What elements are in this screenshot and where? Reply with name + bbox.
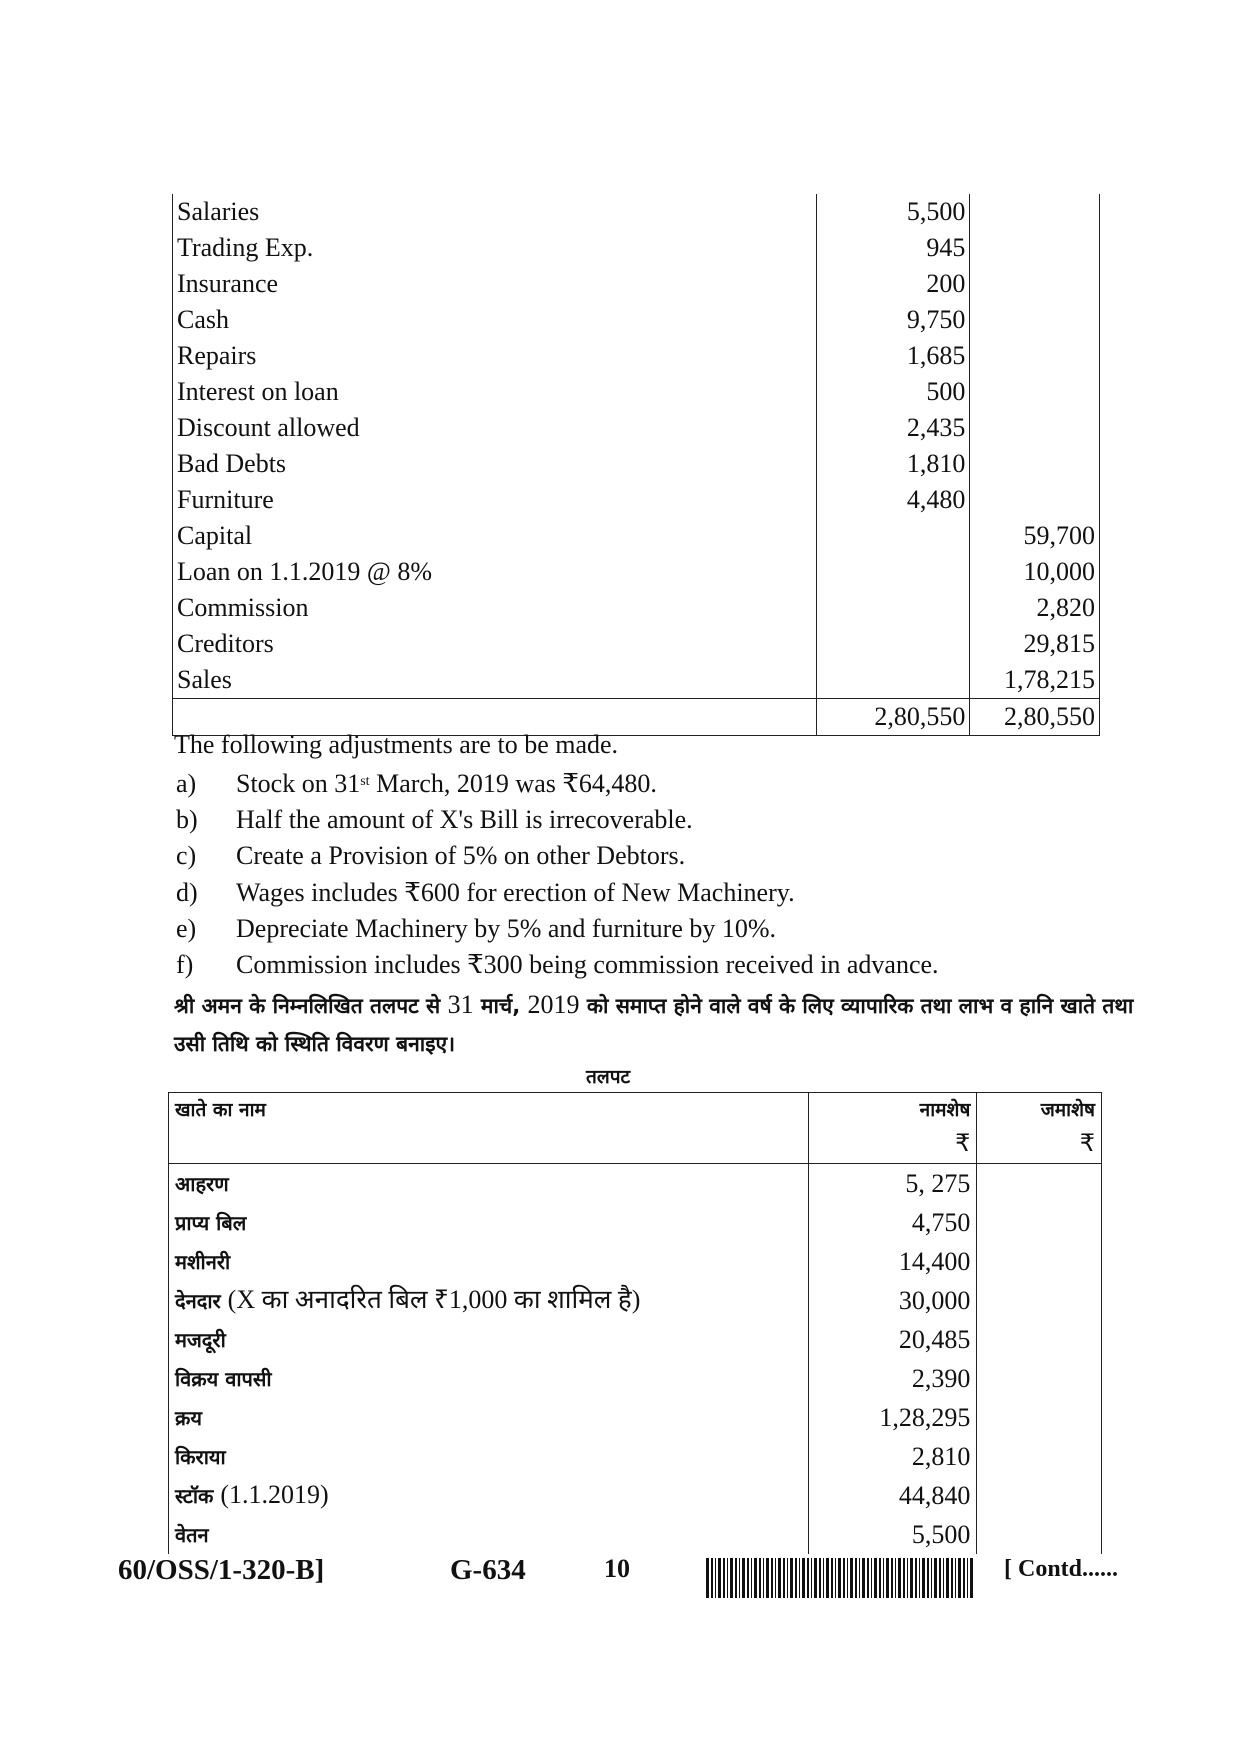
hindi-table-row	[169, 1437, 1102, 1476]
account-name: Sales	[173, 662, 817, 699]
account-name: Creditors	[173, 626, 817, 662]
account-name: Cash	[173, 302, 817, 338]
hindi-debit-amount: 2,810	[808, 1437, 977, 1476]
hindi-debit-amount: 14,400	[808, 1242, 977, 1281]
adjustments-list	[176, 766, 939, 983]
adjustment-letter: f)	[176, 949, 194, 979]
credit-amount: 2,820	[970, 590, 1100, 626]
hindi-debit-amount: 5, 275	[808, 1164, 977, 1204]
trial-balance-row	[173, 266, 1100, 302]
footer-paper-code: 60/OSS/1-320-B]	[118, 1554, 325, 1586]
hindi-table-row	[169, 1398, 1102, 1437]
hindi-table-row	[169, 1281, 1102, 1320]
debit-amount	[816, 590, 970, 626]
trial-balance-row	[173, 230, 1100, 266]
account-name: Commission	[173, 590, 817, 626]
hindi-account-name: किराया	[169, 1437, 809, 1476]
trial-balance-row	[173, 338, 1100, 374]
hindi-question-year: 2019	[527, 990, 580, 1019]
trial-balance-row	[173, 410, 1100, 446]
hindi-debit-amount: 30,000	[808, 1281, 977, 1320]
trial-balance-row	[173, 626, 1100, 662]
hindi-debit-amount: 2,390	[808, 1359, 977, 1398]
debit-amount: 500	[816, 374, 970, 410]
header-debit: नामशेष ₹	[808, 1093, 977, 1164]
adjustment-item	[176, 766, 939, 802]
adjustment-letter: e)	[176, 913, 197, 943]
hindi-credit-amount	[977, 1320, 1102, 1359]
hindi-debit-amount: 20,485	[808, 1320, 977, 1359]
hindi-credit-amount	[977, 1203, 1102, 1242]
credit-amount	[970, 230, 1100, 266]
hindi-table-row	[169, 1320, 1102, 1359]
hindi-account-note: (1.1.2019)	[220, 1480, 329, 1509]
debit-amount: 4,480	[816, 482, 970, 518]
hindi-credit-amount	[977, 1515, 1102, 1554]
hindi-debit-amount: 1,28,295	[808, 1398, 977, 1437]
hindi-debit-amount: 5,500	[808, 1515, 977, 1554]
hindi-debit-amount: 4,750	[808, 1203, 977, 1242]
hindi-question-part2: मार्च,	[473, 994, 528, 1018]
hindi-account-name: वेतन	[169, 1515, 809, 1554]
hindi-question-part1: श्री अमन के निम्नलिखित तलपट से	[174, 994, 448, 1018]
trial-balance-row	[173, 374, 1100, 410]
account-name: Capital	[173, 518, 817, 554]
debit-amount: 1,685	[816, 338, 970, 374]
debit-amount: 5,500	[816, 194, 970, 230]
page-footer	[0, 1554, 1241, 1604]
debit-amount: 200	[816, 266, 970, 302]
hindi-account-name: देनदार (X का अनादरित बिल ₹1,000 का शामिल है)	[169, 1281, 809, 1320]
debit-amount	[816, 518, 970, 554]
hindi-table-row	[169, 1203, 1102, 1242]
adjustment-letter: a)	[176, 769, 197, 798]
adjustment-text: Create a Provision of 5% on other Debtors.	[236, 841, 686, 871]
trial-balance-continued-table	[172, 194, 1100, 736]
hindi-credit-amount	[977, 1164, 1102, 1204]
hindi-credit-amount	[977, 1281, 1102, 1320]
credit-amount	[970, 194, 1100, 230]
credit-amount	[970, 446, 1100, 482]
hindi-account-name: क्रय	[169, 1398, 809, 1437]
credit-amount	[970, 302, 1100, 338]
account-name: Insurance	[173, 266, 817, 302]
debit-amount: 1,810	[816, 446, 970, 482]
hindi-question-day: 31	[447, 990, 474, 1019]
trial-balance-row	[173, 194, 1100, 230]
adjustment-text: Depreciate Machinery by 5% and furniture by 10%.	[236, 913, 777, 943]
debit-amount: 945	[816, 230, 970, 266]
trial-balance-row	[173, 662, 1100, 699]
adjustment-superscript: st	[360, 774, 370, 789]
hindi-table-row	[169, 1164, 1102, 1204]
credit-amount	[970, 482, 1100, 518]
account-name: Salaries	[173, 194, 817, 230]
credit-amount	[970, 410, 1100, 446]
hindi-table-row	[169, 1515, 1102, 1554]
debit-amount: 9,750	[816, 302, 970, 338]
adjustment-text: Wages includes ₹600 for erection of New Machinery.	[236, 877, 795, 907]
credit-amount	[970, 266, 1100, 302]
header-credit: जमाशेष ₹	[977, 1093, 1102, 1164]
adjustment-item	[176, 838, 939, 874]
debit-amount	[816, 626, 970, 662]
hindi-account-name: आहरण	[169, 1164, 809, 1204]
hindi-table-header-row	[169, 1093, 1102, 1164]
adjustment-letter: d)	[176, 877, 198, 907]
barcode-icon	[706, 1558, 974, 1598]
hindi-table-row	[169, 1242, 1102, 1281]
hindi-account-note: (X का अनादरित बिल ₹1,000 का शामिल है)	[227, 1285, 641, 1314]
hindi-table-row	[169, 1476, 1102, 1515]
credit-amount: 1,78,215	[970, 662, 1100, 699]
account-name: Interest on loan	[173, 374, 817, 410]
header-account-name: खाते का नाम	[169, 1093, 809, 1164]
hindi-table-title: तलपट	[586, 1066, 631, 1088]
adjustments-intro: The following adjustments are to be made.	[174, 730, 619, 759]
adjustment-item	[176, 947, 939, 983]
footer-question-paper-id: G-634	[450, 1554, 526, 1586]
debit-amount	[816, 662, 970, 699]
adjustment-letter: b)	[176, 805, 198, 835]
hindi-account-name: स्टॉक (1.1.2019)	[169, 1476, 809, 1515]
hindi-account-name: मजदूरी	[169, 1320, 809, 1359]
account-name: Bad Debts	[173, 446, 817, 482]
hindi-credit-amount	[977, 1242, 1102, 1281]
hindi-trial-balance-table	[168, 1092, 1102, 1554]
hindi-credit-amount	[977, 1359, 1102, 1398]
credit-amount	[970, 338, 1100, 374]
adjustment-letter: c)	[176, 841, 197, 871]
adjustment-text-end: March, 2019 was ₹64,480.	[369, 769, 657, 798]
account-name: Furniture	[173, 482, 817, 518]
footer-page-number: 10	[604, 1554, 630, 1583]
credit-amount: 29,815	[970, 626, 1100, 662]
trial-balance-row	[173, 590, 1100, 626]
hindi-account-name: विक्रय वापसी	[169, 1359, 809, 1398]
total-debit: 2,80,550	[816, 699, 970, 736]
debit-amount	[816, 554, 970, 590]
trial-balance-row	[173, 554, 1100, 590]
hindi-question-part3: को समाप्त होने वाले वर्ष के लिए व्यापारिक तथा लाभ व हानि खाते तथा उसी तिथि को स्थिति विवरण बनाइए।	[174, 994, 1134, 1056]
trial-balance-row	[173, 518, 1100, 554]
credit-amount: 10,000	[970, 554, 1100, 590]
adjustment-text: Stock on 31	[236, 769, 361, 798]
hindi-account-name: मशीनरी	[169, 1242, 809, 1281]
account-name: Repairs	[173, 338, 817, 374]
hindi-question	[174, 986, 1134, 1063]
adjustment-item	[176, 911, 939, 947]
hindi-account-name: प्राप्य बिल	[169, 1203, 809, 1242]
trial-balance-row	[173, 302, 1100, 338]
trial-balance-row	[173, 446, 1100, 482]
account-name: Trading Exp.	[173, 230, 817, 266]
hindi-credit-amount	[977, 1398, 1102, 1437]
adjustment-item	[176, 875, 939, 911]
credit-amount: 59,700	[970, 518, 1100, 554]
trial-balance-row	[173, 482, 1100, 518]
hindi-table-row	[169, 1359, 1102, 1398]
footer-continued: [ Contd......	[1004, 1556, 1119, 1582]
hindi-credit-amount	[977, 1476, 1102, 1515]
hindi-credit-amount	[977, 1437, 1102, 1476]
credit-amount	[970, 374, 1100, 410]
hindi-debit-amount: 44,840	[808, 1476, 977, 1515]
account-name: Loan on 1.1.2019 @ 8%	[173, 554, 817, 590]
adjustment-text: Half the amount of X's Bill is irrecoverable.	[236, 805, 693, 835]
debit-amount: 2,435	[816, 410, 970, 446]
account-name: Discount allowed	[173, 410, 817, 446]
total-credit: 2,80,550	[970, 699, 1100, 736]
adjustment-item	[176, 802, 939, 838]
adjustment-text: Commission includes ₹300 being commission received in advance.	[236, 949, 939, 979]
